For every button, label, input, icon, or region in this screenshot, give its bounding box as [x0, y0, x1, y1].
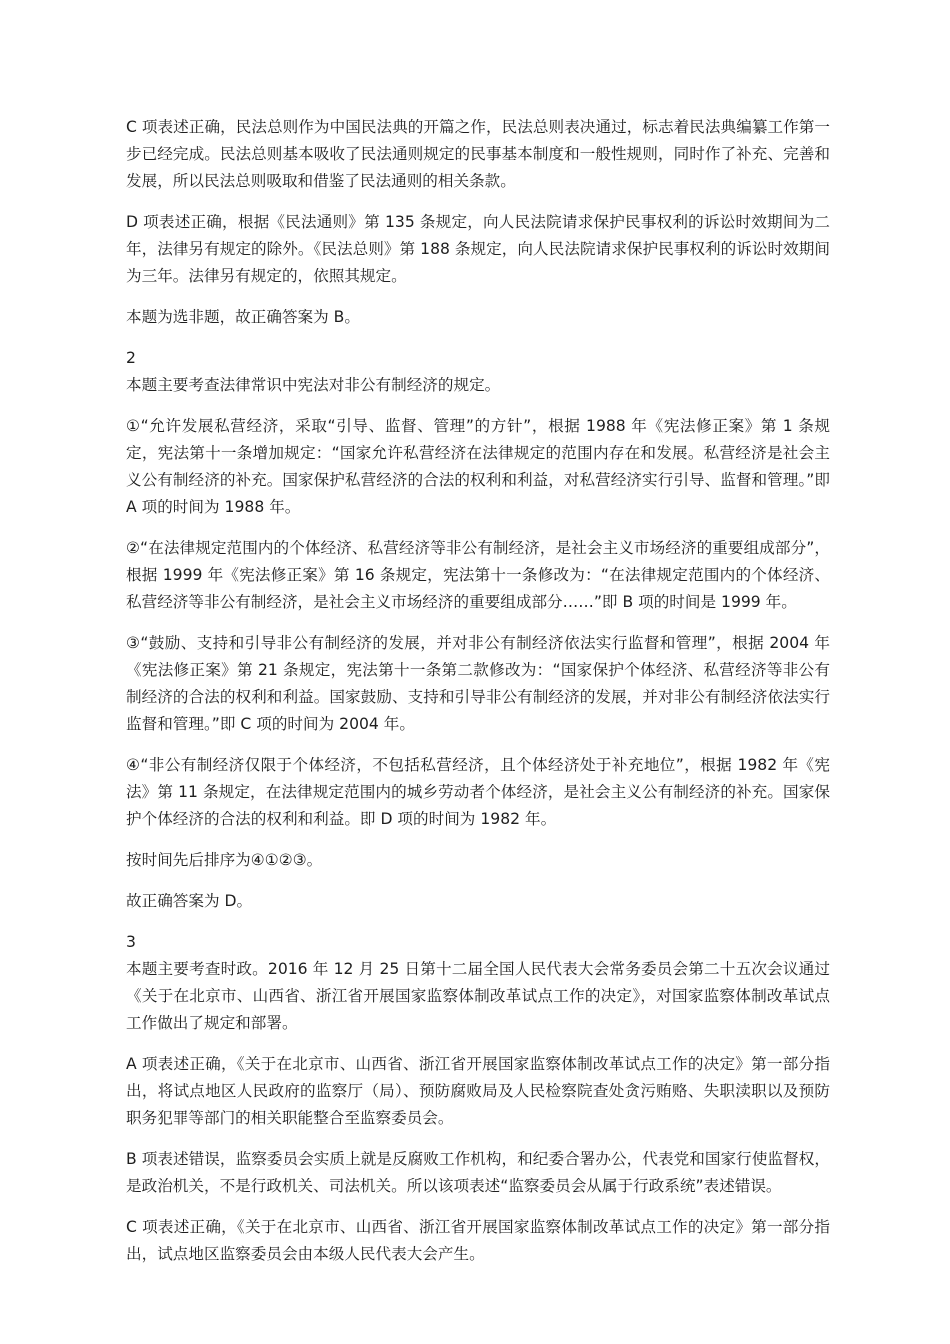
question-intro: 本题主要考查法律常识中宪法对非公有制经济的规定。: [126, 376, 501, 394]
point-1-explanation: ①“允许发展私营经济，采取“引导、监督、管理”的方针”，根据 1988 年《宪法修正案》第 1 条规定，宪法第十一条增加规定：“国家允许私营经济在法律规定的范围内存在和发展。私营经济是社会主义公有制经济的补充。国家保护私营经济的合法的权利和利益，对私营经济实行引导、监督和管理。”即 A 项的时间为 1988 年。: [126, 417, 830, 516]
answer-line: 故正确答案为 D。: [126, 892, 253, 910]
option-c-explanation: C 项表述正确，民法总则作为中国民法典的开篇之作，民法总则表决通过，标志着民法典编纂工作第一步已经完成。民法总则基本吸收了民法通则规定的民事基本制度和一般性规则，同时作了补充、完善和发展，所以民法总则吸取和借鉴了民法通则的相关条款。: [126, 118, 830, 190]
order-line: 按时间先后排序为④①②③。: [126, 851, 323, 869]
answer-line: 本题为选非题，故正确答案为 B。: [126, 308, 360, 326]
question-intro: 本题主要考查时政。2016 年 12 月 25 日第十二届全国人民代表大会常务委员会第二十五次会议通过《关于在北京市、山西省、浙江省开展国家监察体制改革试点工作的决定》，对国家监察体制改革试点工作做出了规定和部署。: [126, 960, 830, 1032]
option-b-explanation: B 项表述错误，监察委员会实质上就是反腐败工作机构，和纪委合署办公，代表党和国家行使监督权，是政治机关，不是行政机关、司法机关。所以该项表述“监察委员会从属于行政系统”表述错误。: [126, 1150, 830, 1195]
option-d-explanation: D 项表述正确，根据《民法通则》第 135 条规定，向人民法院请求保护民事权利的诉讼时效期间为二年，法律另有规定的除外。《民法总则》第 188 条规定，向人民法院请求保护民事权利的诉讼时效期间为三年。法律另有规定的，依照其规定。: [126, 213, 830, 285]
option-c-explanation: C 项表述正确，《关于在北京市、山西省、浙江省开展国家监察体制改革试点工作的决定》第一部分指出，试点地区监察委员会由本级人民代表大会产生。: [126, 1218, 830, 1263]
question-number: 3: [126, 933, 136, 951]
point-4-explanation: ④“非公有制经济仅限于个体经济，不包括私营经济，且个体经济处于补充地位”，根据 1982 年《宪法》第 11 条规定，在法律规定范围内的城乡劳动者个体经济，是社会主义公有制经济的补充。国家保护个体经济的合法的权利和利益。即 D 项的时间为 1982 年。: [126, 756, 830, 828]
question-number: 2: [126, 349, 136, 367]
document-page: [126, 114, 830, 1282]
point-2-explanation: ②“在法律规定范围内的个体经济、私营经济等非公有制经济，是社会主义市场经济的重要组成部分”，根据 1999 年《宪法修正案》第 16 条规定，宪法第十一条修改为：“在法律规定范围内的个体经济、私营经济等非公有制经济，是社会主义市场经济的重要组成部分……”即 B 项的时间是 1999 年。: [126, 539, 830, 611]
question-1-tail: [126, 114, 830, 331]
point-3-explanation: ③“鼓励、支持和引导非公有制经济的发展，并对非公有制经济依法实行监督和管理”，根据 2004 年《宪法修正案》第 21 条规定，宪法第十一条第二款修改为：“国家保护个体经济、私营经济等非公有制经济的合法的权利和利益。国家鼓励、支持和引导非公有制经济的发展，并对非公有制经济依法实行监督和管理。”即 C 项的时间为 2004 年。: [126, 634, 830, 733]
question-3: [126, 929, 830, 1268]
question-2: [126, 345, 830, 915]
option-a-explanation: A 项表述正确，《关于在北京市、山西省、浙江省开展国家监察体制改革试点工作的决定》第一部分指出，将试点地区人民政府的监察厅（局）、预防腐败局及人民检察院查处贪污贿赂、失职渎职以及预防职务犯罪等部门的相关职能整合至监察委员会。: [126, 1055, 830, 1127]
